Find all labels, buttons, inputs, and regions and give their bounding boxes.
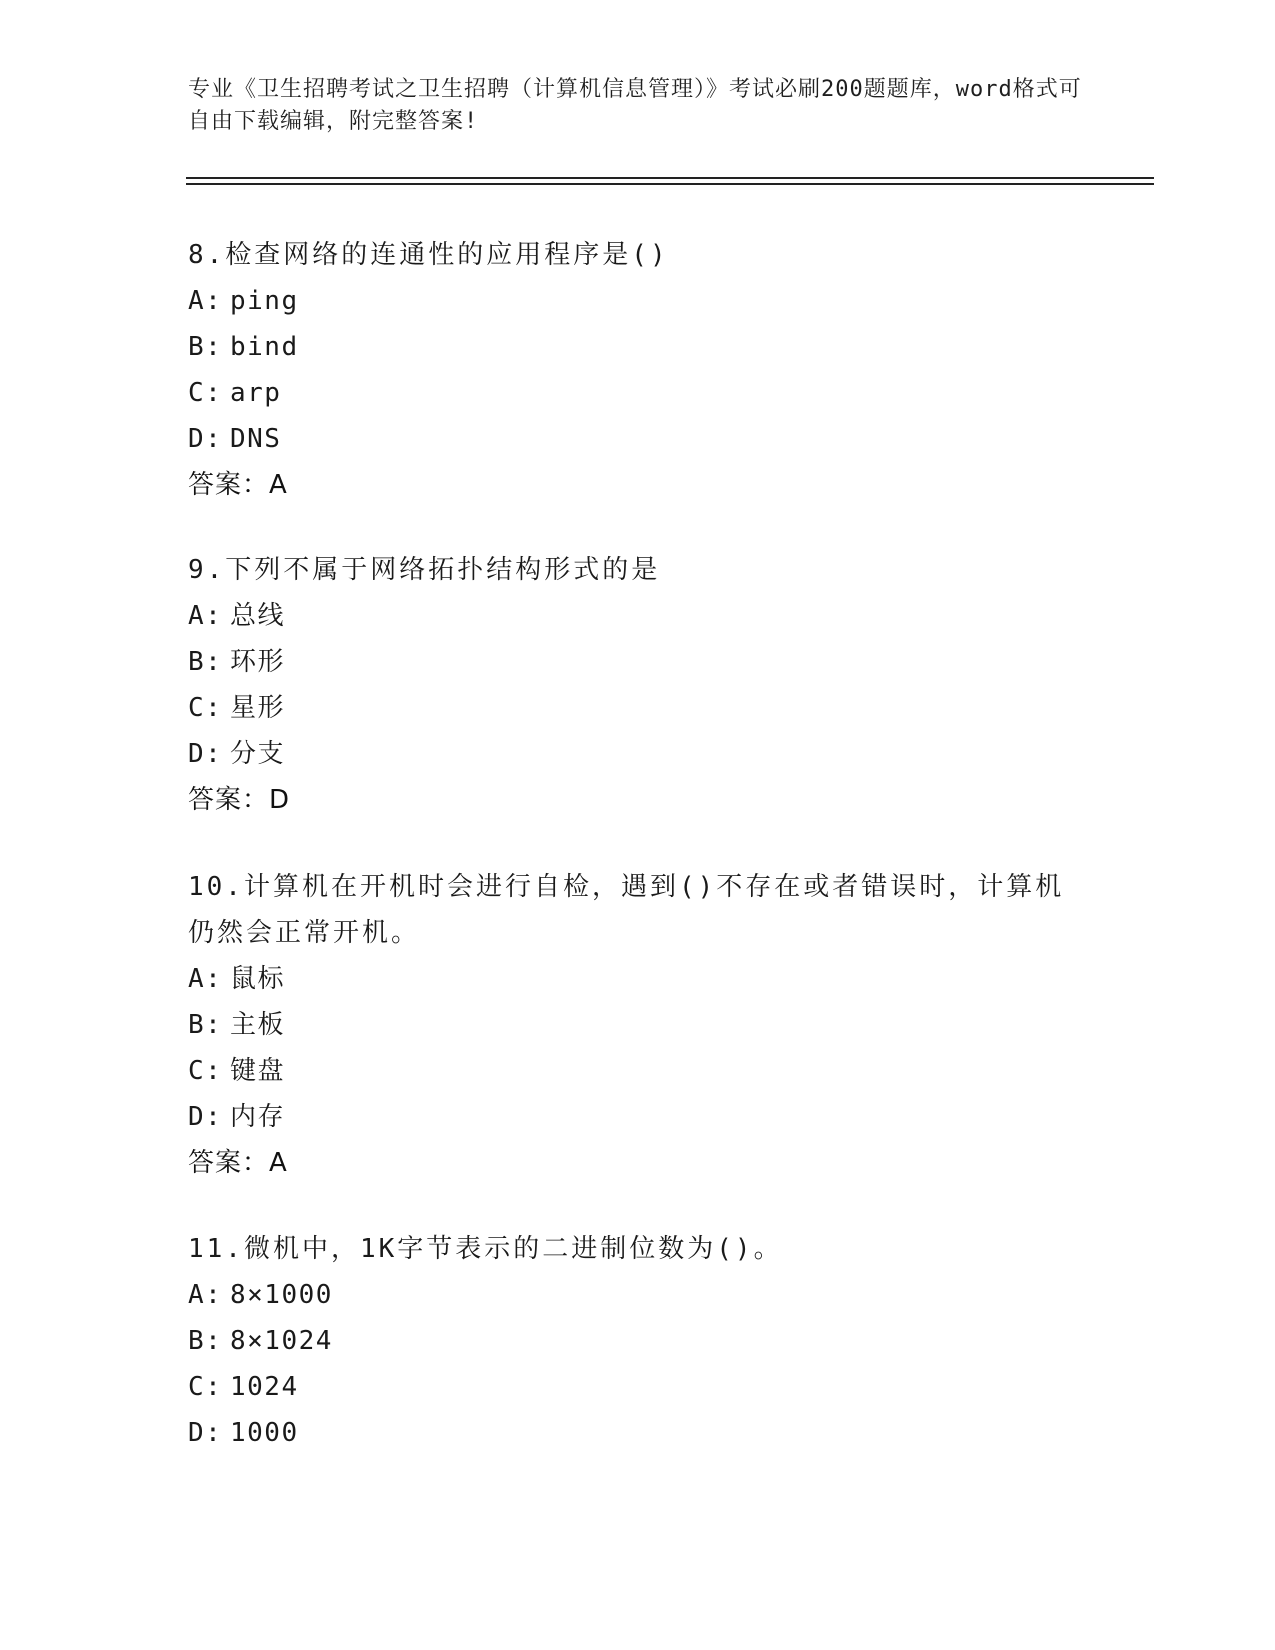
option-a [188, 1272, 1088, 1318]
question-stem: 10.计算机在开机时会进行自检，遇到()不存在或者错误时，计算机仍然会正常开机。 [188, 872, 1065, 948]
option-letter: C: [188, 1372, 223, 1402]
option-text: 主板 [230, 1010, 286, 1040]
option-text: ping [230, 286, 299, 316]
option-d [188, 1094, 1088, 1140]
option-letter: D: [188, 739, 223, 769]
option-a [188, 593, 1088, 639]
option-text: 星形 [230, 693, 286, 723]
question-11 [188, 1226, 1088, 1456]
option-c [188, 685, 1088, 731]
option-text: 鼠标 [230, 964, 286, 994]
option-b [188, 639, 1088, 685]
option-letter: B: [188, 332, 223, 362]
option-d [188, 1410, 1088, 1456]
option-c [188, 1364, 1088, 1410]
question-9 [188, 547, 1088, 823]
option-letter: C: [188, 378, 223, 408]
option-b [188, 1002, 1088, 1048]
answer-label: 答案：A [188, 470, 288, 500]
option-b [188, 1318, 1088, 1364]
option-letter: D: [188, 424, 223, 454]
option-letter: B: [188, 1326, 223, 1356]
option-d [188, 416, 1088, 462]
option-text: 环形 [230, 647, 286, 677]
option-letter: D: [188, 1102, 223, 1132]
question-stem: 11.微机中，1K字节表示的二进制位数为()。 [188, 1234, 783, 1264]
document-header: 专业《卫生招聘考试之卫生招聘（计算机信息管理）》考试必刷200题题库，word格式可自由下载编辑，附完整答案! [188, 77, 1082, 134]
question-10 [188, 864, 1088, 1186]
option-letter: C: [188, 1056, 223, 1086]
option-text: 1000 [230, 1418, 299, 1448]
option-a [188, 278, 1088, 324]
option-d [188, 731, 1088, 777]
option-b [188, 324, 1088, 370]
answer-label: 答案：D [188, 785, 291, 815]
option-text: 8×1000 [230, 1280, 333, 1310]
question-stem: 8.检查网络的连通性的应用程序是() [188, 240, 669, 270]
option-text: arp [230, 378, 282, 408]
option-text: 8×1024 [230, 1326, 333, 1356]
header-divider-top [186, 177, 1154, 179]
option-letter: A: [188, 286, 223, 316]
option-letter: B: [188, 1010, 223, 1040]
header-divider-bottom [186, 183, 1154, 185]
option-text: DNS [230, 424, 282, 454]
option-letter: B: [188, 647, 223, 677]
option-letter: A: [188, 1280, 223, 1310]
option-text: 总线 [230, 601, 286, 631]
answer-label: 答案：A [188, 1148, 288, 1178]
option-text: 分支 [230, 739, 286, 769]
question-stem: 9.下列不属于网络拓扑结构形式的是 [188, 555, 661, 585]
option-text: 内存 [230, 1102, 286, 1132]
option-text: 键盘 [230, 1056, 286, 1086]
option-text: 1024 [230, 1372, 299, 1402]
option-letter: C: [188, 693, 223, 723]
option-a [188, 956, 1088, 1002]
option-letter: D: [188, 1418, 223, 1448]
option-letter: A: [188, 964, 223, 994]
option-c [188, 370, 1088, 416]
option-letter: A: [188, 601, 223, 631]
question-8 [188, 232, 1088, 508]
option-c [188, 1048, 1088, 1094]
option-text: bind [230, 332, 299, 362]
